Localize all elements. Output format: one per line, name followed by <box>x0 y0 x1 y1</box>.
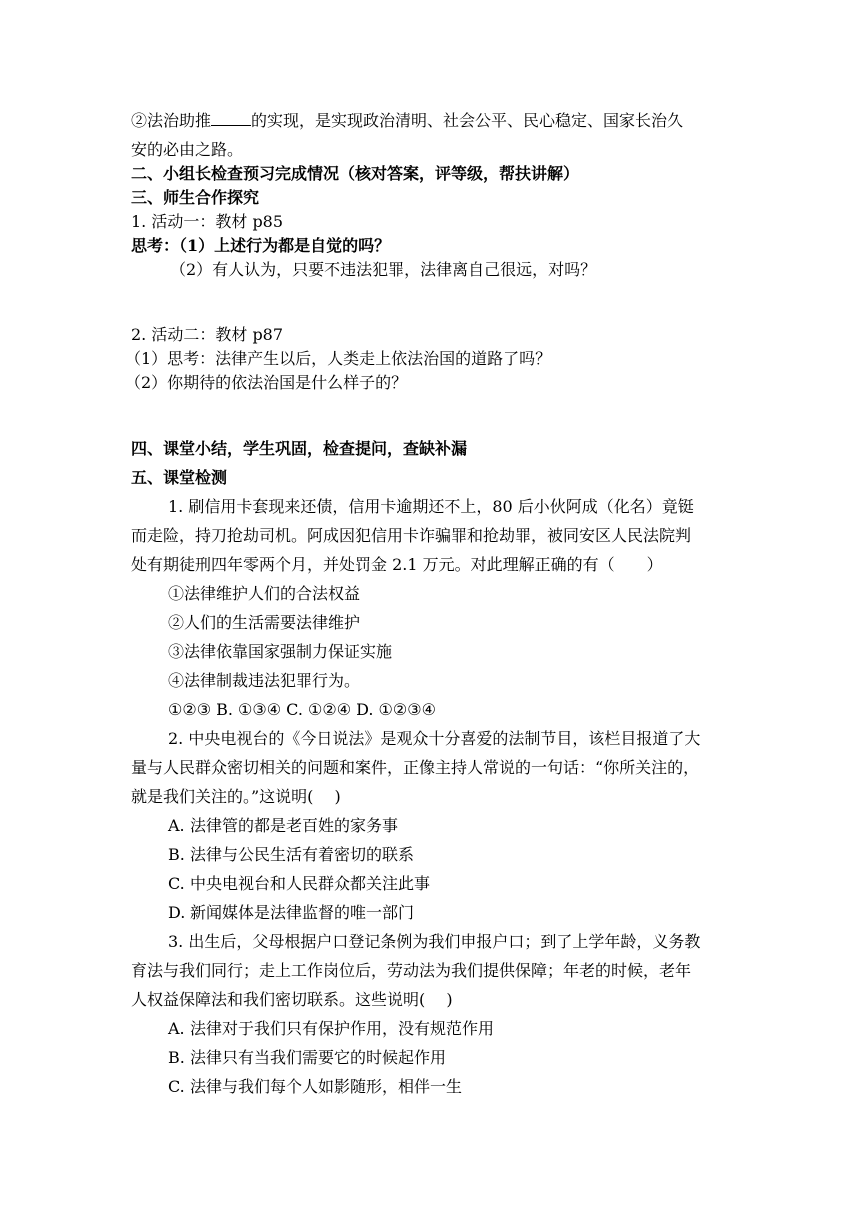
question-line: （1）思考：法律产生以后，人类走上依法治国的道路了吗？ <box>125 349 552 368</box>
question-text: 3. 出生后，父母根据户口登记条例为我们申报户口；到了上学年龄，义务教 <box>168 932 701 951</box>
statement: ②人们的生活需要法律维护 <box>168 613 361 632</box>
option-c: C. 中央电视台和人民群众都关注此事 <box>168 874 431 893</box>
question-text: 人权益保障法和我们密切联系。这些说明( ) <box>131 990 453 1009</box>
section-heading: 二、小组长检查预习完成情况（核对答案，评等级，帮扶讲解） <box>131 164 580 183</box>
option-a: A. 法律管的都是老百姓的家务事 <box>168 816 399 835</box>
question-line: （2）有人认为，只要不违法犯罪，法律离自己很远，对吗？ <box>170 260 597 279</box>
section-heading: 四、课堂小结，学生巩固，检查提问，查缺补漏 <box>131 439 468 458</box>
text-line: ②法治助推 的实现，是实现政治清明、社会公平、民心稳定、国家长治久 <box>131 111 684 130</box>
section-heading: 三、师生合作探究 <box>131 188 260 207</box>
question-text: 量与人民群众密切相关的问题和案件，正像主持人常说的一句话：“你所关注的， <box>131 758 700 777</box>
question-line: （2）你期待的依法治国是什么样子的？ <box>125 373 408 392</box>
statement: ①法律维护人们的合法权益 <box>168 584 361 603</box>
option-b: B. 法律只有当我们需要它的时候起作用 <box>168 1048 447 1067</box>
answer-options: ①②③ B. ①③④ C. ①②④ D. ①②③④ <box>168 700 436 719</box>
statement: ④法律制裁违法犯罪行为。 <box>168 671 361 690</box>
question-text: 处有期徒刑四年零两个月，并处罚金 2.1 万元。对此理解正确的有（ ） <box>131 555 663 574</box>
activity-title: 2. 活动二：教材 p87 <box>131 325 284 344</box>
question-text: 就是我们关注的。”这说明( ) <box>131 787 341 806</box>
question-line: 思考：（1）上述行为都是自觉的吗？ <box>131 236 391 255</box>
question-text: 1. 刷信用卡套现来还债，信用卡逾期还不上，80 后小伙阿成（化名）竟铤 <box>168 497 694 516</box>
option-a: A. 法律对于我们只有保护作用，没有规范作用 <box>168 1019 495 1038</box>
question-text: 育法与我们同行；走上工作岗位后，劳动法为我们提供保障；年老的时候，老年 <box>131 961 692 980</box>
activity-title: 1. 活动一：教材 p85 <box>131 212 284 231</box>
question-text: 2. 中央电视台的《今日说法》是观众十分喜爱的法制节目，该栏目报道了大 <box>168 729 701 748</box>
fill-blank <box>211 111 251 126</box>
question-text: 而走险，持刀抢劫司机。阿成因犯信用卡诈骗罪和抢劫罪，被同安区人民法院判 <box>131 526 692 545</box>
section-heading: 五、课堂检测 <box>131 468 228 487</box>
option-b: B. 法律与公民生活有着密切的联系 <box>168 845 415 864</box>
option-c: C. 法律与我们每个人如影随形，相伴一生 <box>168 1077 463 1096</box>
text-line: 安的必由之路。 <box>131 140 244 159</box>
option-d: D. 新闻媒体是法律监督的唯一部门 <box>168 903 415 922</box>
statement: ③法律依靠国家强制力保证实施 <box>168 642 393 661</box>
